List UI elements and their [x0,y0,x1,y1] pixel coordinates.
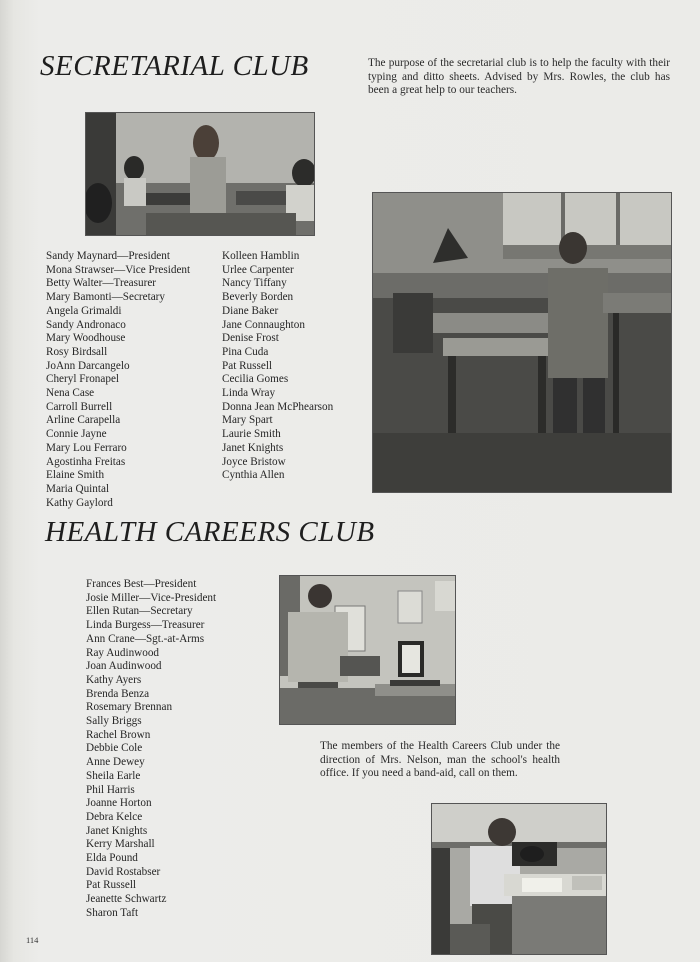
member-name: Linda Wray [222,387,276,400]
member-name: Linda Burgess—Treasurer [86,619,205,632]
member-name: Janet Knights [222,441,284,454]
secretarial-members-column-2 [222,250,333,483]
member-name: Kathy Ayers [86,673,142,686]
member-name: Cynthia Allen [222,469,285,482]
member-name: Mary Woodhouse [46,332,126,345]
member-name: Elaine Smith [46,469,105,482]
member-name: Debbie Cole [86,742,143,755]
secretarial-advisor-photo [372,192,672,493]
member-name: Laurie Smith [222,428,281,441]
member-name: Rachel Brown [86,728,151,741]
member-name: Anne Dewey [86,756,145,769]
member-name: Angela Grimaldi [46,304,122,317]
health-office-counter-photo [279,575,456,725]
member-name: Jane Connaughton [222,318,305,331]
member-name: Frances Best—President [86,578,197,590]
member-name: Kolleen Hamblin [222,250,300,262]
member-name: Maria Quintal [46,482,110,495]
member-name: Phil Harris [86,783,135,796]
member-name: Rosy Birdsall [46,345,108,358]
member-name: Joyce Bristow [222,455,286,468]
member-name: Connie Jayne [46,428,107,441]
member-name: Sheila Earle [86,769,141,782]
member-name: Cecilia Gomes [222,373,289,386]
member-name: Rosemary Brennan [86,701,173,714]
member-name: Sandy Andronaco [46,318,126,331]
health-careers-members-list [86,578,216,921]
member-name: Agostinha Freitas [46,455,126,468]
secretarial-members-column-1 [46,250,190,510]
secretarial-club-caption: The purpose of the secretarial club is to help the faculty with their typing and ditto sheets. Advised by Mrs. Rowles, the club has been a great help to our teachers. [368,57,670,97]
member-name: Ellen Rutan—Secretary [86,605,193,618]
health-office-desk-photo [431,803,607,955]
member-name: Donna Jean McPhearson [222,400,334,413]
member-name: Nancy Tiffany [222,277,287,290]
member-name: Urlee Carpenter [222,263,294,276]
member-name: Sharon Taft [86,906,139,919]
member-name: Carroll Burrell [46,400,113,413]
member-name: Diane Baker [222,304,279,317]
member-name: Joanne Horton [86,797,152,810]
member-name: Debra Kelce [86,810,143,823]
member-name: Elda Pound [86,852,138,865]
member-name: Joan Audinwood [86,660,162,673]
page-number: 114 [26,935,39,945]
member-name: Denise Frost [222,332,279,345]
member-name: Ray Audinwood [86,646,160,659]
member-name: Sandy Maynard—President [46,250,170,262]
member-name: David Rostabser [86,865,161,878]
member-name: Mary Bamonti—Secretary [46,291,165,304]
member-name: Mary Spart [222,414,273,427]
member-name: Janet Knights [86,824,148,837]
member-name: Beverly Borden [222,291,294,304]
member-name: Pat Russell [222,359,273,372]
member-name: Betty Walter—Treasurer [46,277,157,290]
secretarial-club-heading: SECRETARIAL CLUB [40,50,309,82]
member-name: Mona Strawser—Vice President [46,263,191,276]
member-name: Ann Crane—Sgt.-at-Arms [86,632,205,645]
member-name: Kerry Marshall [86,838,155,851]
member-name: Josie Miller—Vice-President [86,591,217,604]
health-careers-club-heading: HEALTH CAREERS CLUB [45,516,375,548]
member-name: Cheryl Fronapel [46,373,120,386]
member-name: Jeanette Schwartz [86,893,167,906]
member-name: Pat Russell [86,879,137,892]
member-name: JoAnn Darcangelo [46,359,130,372]
member-name: Brenda Benza [86,687,150,700]
member-name: Nena Case [46,387,95,400]
member-name: Kathy Gaylord [46,496,113,509]
member-name: Sally Briggs [86,715,142,728]
member-name: Arline Carapella [46,414,121,427]
health-careers-caption: The members of the Health Careers Club under the direction of Mrs. Nelson, man the school's health office. If you need a band-aid, call on them. [320,740,560,780]
secretarial-students-photo [85,112,315,236]
member-name: Mary Lou Ferraro [46,441,127,454]
member-name: Pina Cuda [222,345,269,358]
